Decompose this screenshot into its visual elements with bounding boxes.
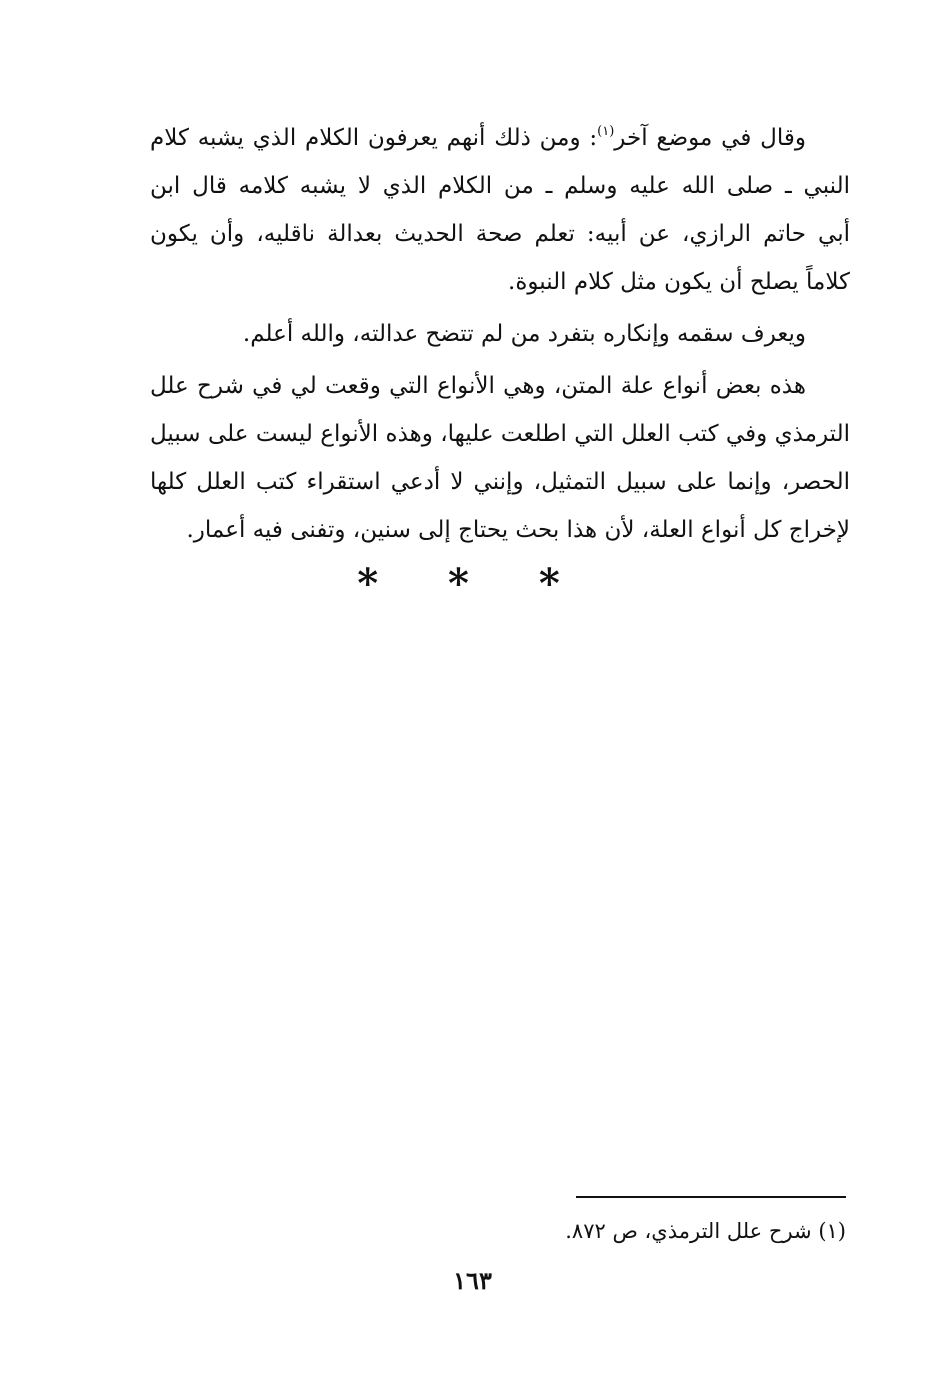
paragraph-3 — [150, 362, 850, 554]
text-segment: وقال في موضع آخر — [614, 125, 806, 151]
text-line: أبي حاتم الرازي، عن أبيه: تعلم صحة الحديث بعدالة ناقليه، وأن يكون — [150, 221, 850, 247]
text-line — [150, 108, 850, 162]
main-text — [150, 108, 850, 554]
page-number: ١٦٣ — [453, 1266, 492, 1295]
footnote-text: شرح علل الترمذي، ص ٨٧٢. — [565, 1219, 812, 1243]
text-line: الترمذي وفي كتب العلل التي اطلعت عليها، وهذه الأنواع ليست على سبيل — [150, 421, 850, 447]
text-line: النبي ـ صلى الله عليه وسلم ـ من الكلام الذي لا يشبه كلامه قال ابن — [150, 173, 850, 199]
footnote-reference[interactable]: (١) — [597, 124, 615, 139]
section-separator: * * * — [357, 560, 588, 607]
footnote-number: (١) — [818, 1219, 846, 1243]
text-line: ويعرف سقمه وإنكاره بتفرد من لم تتضح عدالته، والله أعلم. — [242, 321, 806, 347]
text-line: لإخراج كل أنواع العلة، لأن هذا بحث يحتاج إلى سنين، وتفنى فيه أعمار. — [186, 517, 850, 543]
text-segment: : ومن ذلك أنهم يعرفون الكلام الذي يشبه كلام — [150, 125, 598, 151]
text-line: كلاماً يصلح أن يكون مثل كلام النبوة. — [508, 269, 850, 295]
footnote-divider — [576, 1196, 846, 1198]
footnote — [450, 1213, 846, 1249]
paragraph-2 — [150, 310, 850, 358]
text-line: الحصر، وإنما على سبيل التمثيل، وإنني لا أدعي استقراء كتب العلل كلها — [150, 469, 850, 495]
paragraph-1 — [150, 108, 850, 306]
text-line: هذه بعض أنواع علة المتن، وهي الأنواع التي وقعت لي في شرح علل — [150, 373, 806, 399]
